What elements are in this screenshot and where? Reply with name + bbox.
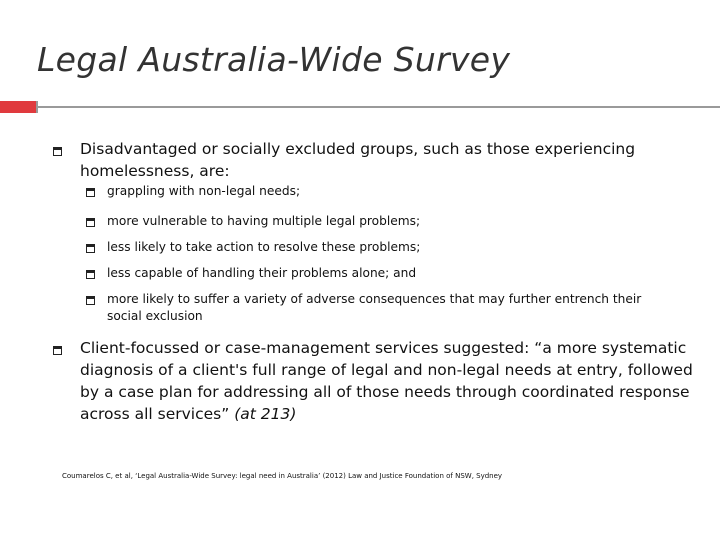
subpoint-5: more likely to suffer a variety of adverse consequences that may further entrench their social exclusion bbox=[107, 292, 642, 323]
title-rule bbox=[38, 106, 720, 108]
point-2-body: Client-focussed or case-management services suggested: “a more systematic diagnosis of a client's full range of legal and non-legal needs at entry, followed by a case plan for addressing all of those needs through coordinated response across all services” bbox=[80, 339, 693, 423]
subpoint-2: more vulnerable to having multiple legal problems; bbox=[107, 214, 421, 228]
point-2-citation: (at 213) bbox=[234, 405, 297, 423]
subpoint-1: grappling with non-legal needs; bbox=[107, 184, 301, 198]
point-2-text bbox=[80, 337, 695, 425]
sub-bullet-icon bbox=[86, 218, 95, 227]
point-1-text: Disadvantaged or socially excluded groups, such as those experiencing homelessness, are: bbox=[80, 140, 636, 180]
bullet-square-icon bbox=[53, 346, 62, 355]
title-accent-bar bbox=[0, 101, 36, 113]
subpoint-3: less likely to take action to resolve these problems; bbox=[107, 240, 421, 254]
footnote: Coumarelos C, et al, ‘Legal Australia-Wide Survey: legal need in Australia’ (2012) Law and Justice Foundation of NSW, Sydney bbox=[62, 472, 503, 480]
sub-bullet-icon bbox=[86, 188, 95, 197]
sub-bullet-icon bbox=[86, 244, 95, 253]
sub-bullet-icon bbox=[86, 270, 95, 279]
subpoint-4: less capable of handling their problems alone; and bbox=[107, 266, 417, 280]
sub-bullet-icon bbox=[86, 296, 95, 305]
bullet-square-icon bbox=[53, 147, 62, 156]
slide-title: Legal Australia-Wide Survey bbox=[37, 40, 511, 79]
